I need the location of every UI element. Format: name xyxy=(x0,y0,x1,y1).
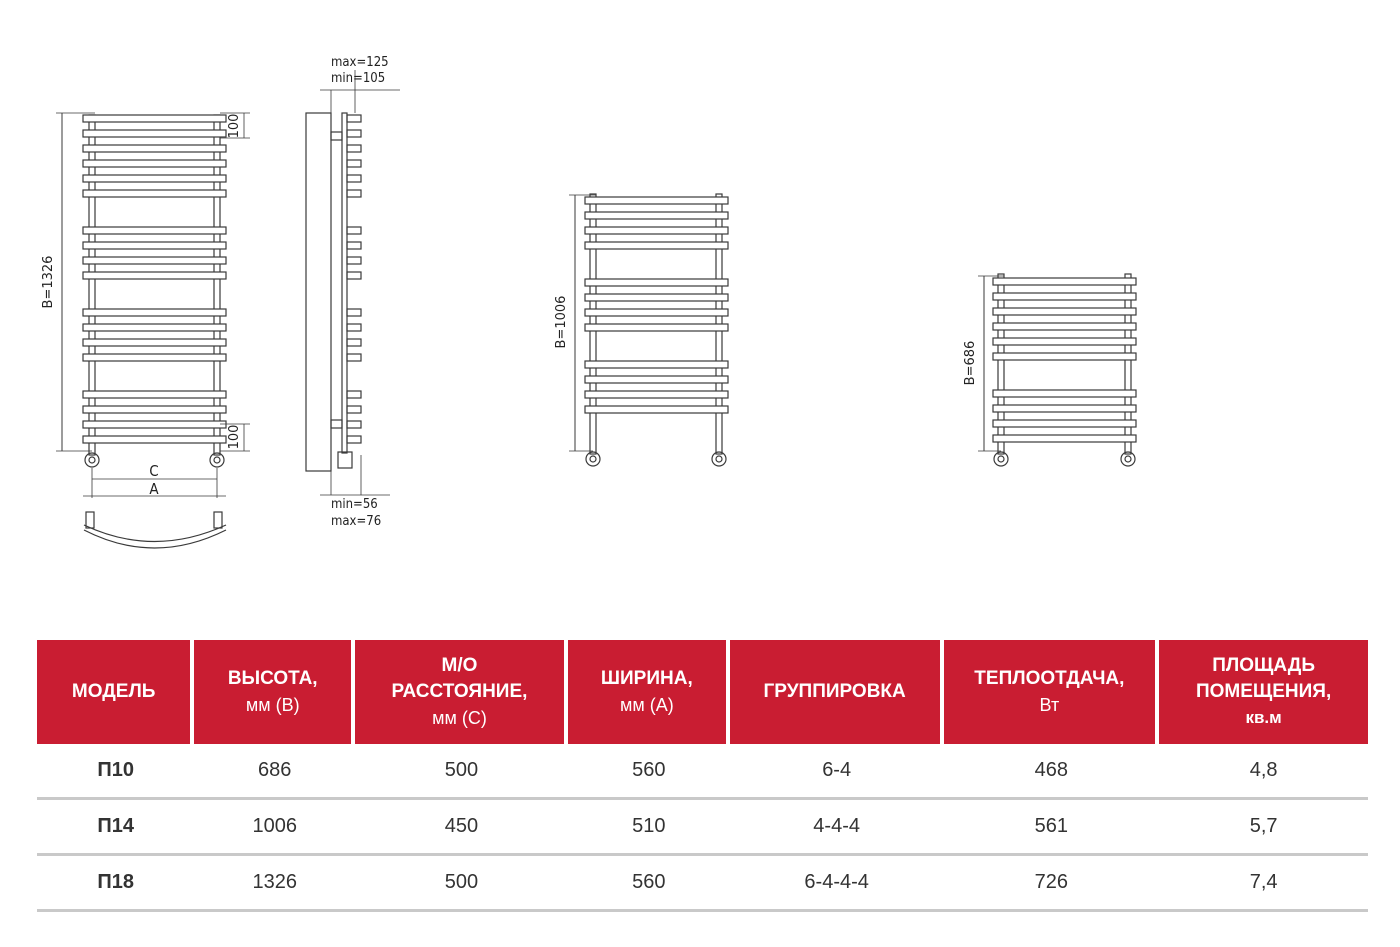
radiator-bar xyxy=(993,420,1136,427)
radiator-bar xyxy=(83,115,226,122)
radiator-bar xyxy=(585,294,728,301)
radiator-bar xyxy=(83,175,226,182)
radiator-bar xyxy=(585,197,728,204)
side-bar-stub xyxy=(347,339,361,346)
column-header-text: ГРУППИРОВКА xyxy=(763,681,906,702)
column-header-text: ПОМЕЩЕНИЯ, xyxy=(1195,681,1332,702)
radiator-bar xyxy=(83,436,226,443)
column-header-text: ВЫСОТА, xyxy=(227,668,318,689)
table-cell: 500 xyxy=(355,744,568,800)
side-bar-stub xyxy=(347,145,361,152)
radiator-bar xyxy=(83,391,226,398)
radiator-bar xyxy=(83,272,226,279)
radiator-bar xyxy=(83,160,226,167)
radiator-bar xyxy=(585,227,728,234)
side-bar-stub xyxy=(347,421,361,428)
top-gap-label: 100 xyxy=(227,113,242,139)
radiator-bar xyxy=(83,309,226,316)
radiator-bar xyxy=(585,361,728,368)
column-header-text: ПЛОЩАДЬ xyxy=(1212,655,1315,676)
column-header-unit: Вт xyxy=(1039,695,1060,715)
table-cell: 5,7 xyxy=(1159,800,1368,856)
table-cell: 468 xyxy=(944,744,1160,800)
table-cell: 6-4-4-4 xyxy=(730,856,944,912)
radiator-bar xyxy=(585,242,728,249)
radiator-bar xyxy=(993,338,1136,345)
table-cell: 1326 xyxy=(194,856,355,912)
column-header xyxy=(944,640,1160,744)
table-cell: 561 xyxy=(944,800,1160,856)
radiator-bar xyxy=(585,212,728,219)
radiator-bar xyxy=(993,293,1136,300)
table-row xyxy=(37,800,1368,856)
side-bar-stub xyxy=(347,227,361,234)
table-cell: 4,8 xyxy=(1159,744,1368,800)
column-header-unit: мм (С) xyxy=(432,708,487,728)
column-header xyxy=(730,640,944,744)
table-row xyxy=(37,856,1368,912)
side-top-max: max=125 xyxy=(331,55,389,70)
column-header-text: РАССТОЯНИЕ, xyxy=(391,681,528,702)
table-cell: 510 xyxy=(568,800,730,856)
radiator-bar xyxy=(585,309,728,316)
side-bar-stub xyxy=(347,242,361,249)
table-body xyxy=(37,744,1368,912)
radiator-bar xyxy=(993,308,1136,315)
height-label-p14: B=1006 xyxy=(554,295,569,349)
column-header xyxy=(1159,640,1368,744)
column-header-unit: мм (B) xyxy=(245,695,300,715)
column-header-text: М/О xyxy=(441,655,478,676)
model-cell: П18 xyxy=(37,856,194,912)
table-cell: 726 xyxy=(944,856,1160,912)
table-cell: 560 xyxy=(568,744,730,800)
column-header xyxy=(568,640,730,744)
side-bar-stub xyxy=(347,391,361,398)
radiator-bar xyxy=(83,190,226,197)
model-cell: П14 xyxy=(37,800,194,856)
table-cell: 450 xyxy=(355,800,568,856)
radiator-bar xyxy=(993,435,1136,442)
column-header-text: МОДЕЛЬ xyxy=(71,681,156,702)
side-bar-stub xyxy=(347,130,361,137)
height-label-p18: B=1326 xyxy=(41,255,56,309)
column-header-text: ТЕПЛООТДАЧА, xyxy=(974,668,1125,689)
bottom-gap-label: 100 xyxy=(227,424,242,450)
radiator-bar xyxy=(585,406,728,413)
side-top-min: min=105 xyxy=(331,71,386,86)
side-bar-stub xyxy=(347,115,361,122)
side-bar-stub xyxy=(347,436,361,443)
radiator-bar xyxy=(83,130,226,137)
radiator-bar xyxy=(83,257,226,264)
radiator-bar xyxy=(993,405,1136,412)
table-cell: 6-4 xyxy=(730,744,944,800)
table-cell: 7,4 xyxy=(1159,856,1368,912)
column-header-text: ШИРИНА, xyxy=(600,668,693,689)
height-label-p10: B=686 xyxy=(963,340,978,386)
radiator-bar xyxy=(585,324,728,331)
side-bar-stub xyxy=(347,272,361,279)
column-header xyxy=(355,640,568,744)
side-bar-stub xyxy=(347,257,361,264)
column-header-unit: мм (А) xyxy=(619,695,674,715)
specifications-table xyxy=(37,640,1368,912)
radiator-drawing-p18 xyxy=(41,113,250,548)
a-label: A xyxy=(149,480,159,498)
radiator-bar xyxy=(993,353,1136,360)
side-bar-stub xyxy=(347,406,361,413)
table-cell: 4-4-4 xyxy=(730,800,944,856)
radiator-bar xyxy=(993,278,1136,285)
radiator-bar xyxy=(83,242,226,249)
column-header xyxy=(37,640,194,744)
side-view-drawing xyxy=(306,55,400,529)
radiator-bar xyxy=(83,227,226,234)
radiator-bar xyxy=(585,279,728,286)
radiator-bar xyxy=(83,324,226,331)
radiator-bar xyxy=(993,323,1136,330)
column-header xyxy=(194,640,355,744)
side-bar-stub xyxy=(347,160,361,167)
table-header-row xyxy=(37,640,1368,744)
table-cell: 686 xyxy=(194,744,355,800)
c-label: C xyxy=(149,462,159,480)
radiator-bar xyxy=(83,406,226,413)
table-cell: 1006 xyxy=(194,800,355,856)
side-bottom-min: min=56 xyxy=(331,497,378,512)
radiator-bar xyxy=(83,354,226,361)
radiator-bar xyxy=(83,421,226,428)
table-cell: 500 xyxy=(355,856,568,912)
radiator-bar xyxy=(993,390,1136,397)
side-bar-stub xyxy=(347,175,361,182)
model-cell: П10 xyxy=(37,744,194,800)
radiator-drawing-p10 xyxy=(963,274,1136,466)
radiator-bar xyxy=(585,376,728,383)
side-bar-stub xyxy=(347,324,361,331)
side-bottom-max: max=76 xyxy=(331,514,382,529)
column-header-unit: кв.м xyxy=(1245,708,1282,727)
side-bar-stub xyxy=(347,309,361,316)
radiator-bar xyxy=(585,391,728,398)
table-cell: 560 xyxy=(568,856,730,912)
radiator-drawing-p14 xyxy=(554,194,728,466)
radiator-bar xyxy=(83,145,226,152)
side-bar-stub xyxy=(347,190,361,197)
table-row xyxy=(37,744,1368,800)
side-bar-stub xyxy=(347,354,361,361)
radiator-bar xyxy=(83,339,226,346)
